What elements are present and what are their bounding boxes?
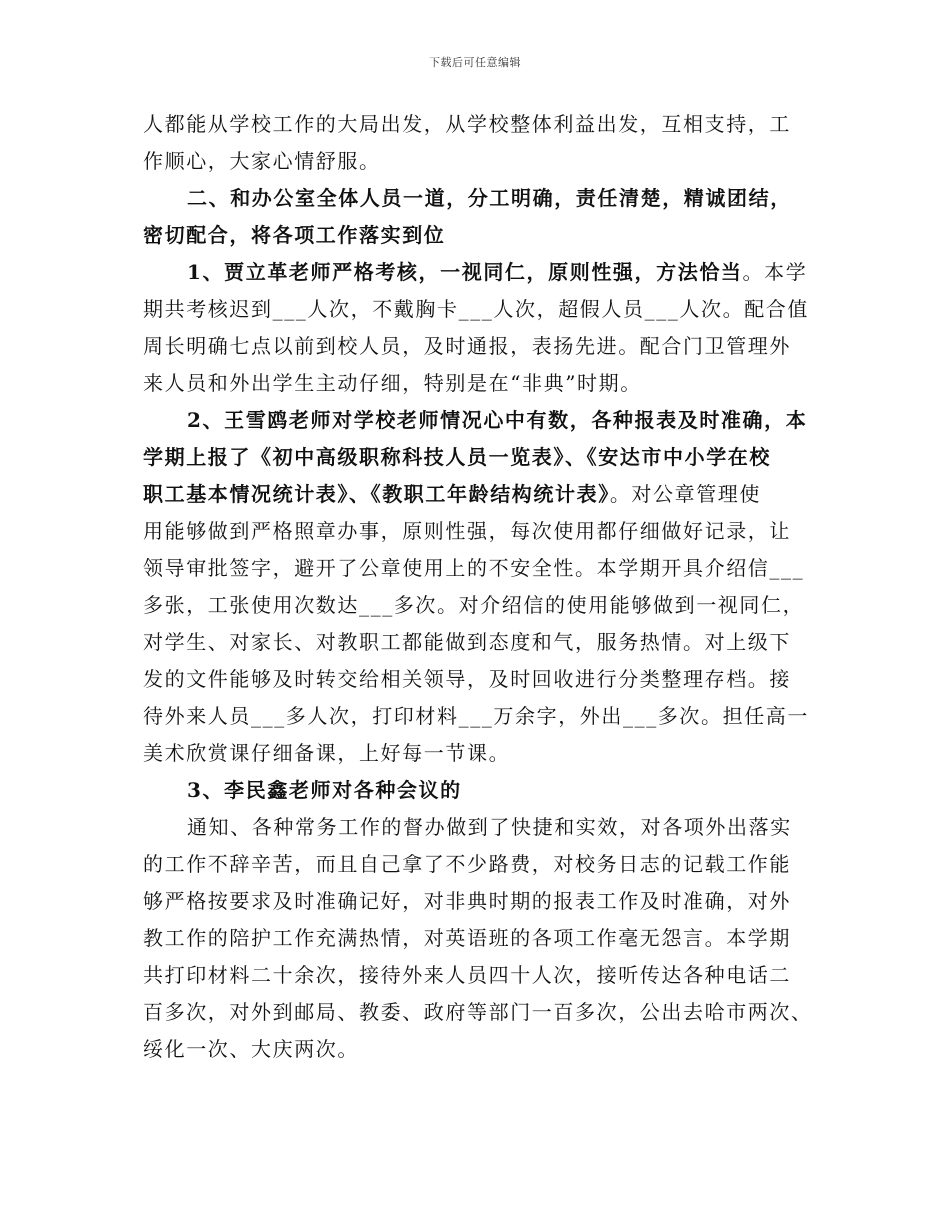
text-run: 期共考核迟到___人次，不戴胸卡___人次，超假人员___人次。配合值 <box>143 297 809 321</box>
text-line <box>143 328 813 365</box>
text-line <box>143 550 813 587</box>
text-line <box>143 772 813 809</box>
page-header: 下载后可任意编辑 <box>429 56 521 69</box>
bold-text-run: 密切配合，将各项工作落实到位 <box>143 223 446 247</box>
text-line <box>143 698 813 735</box>
bold-text-run: 2、王雪鸥老师对学校老师情况心中有数，各种报表及时准确，本 <box>187 408 808 432</box>
text-line <box>143 809 813 846</box>
text-run: 的工作不辞辛苦，而且自己拿了不少路费，对校务日志的记载工作能 <box>143 852 791 876</box>
text-line <box>143 439 813 476</box>
document-body <box>143 106 813 1068</box>
text-line <box>143 217 813 254</box>
bold-text-run: 二、和办公室全体人员一道，分工明确，责任清楚，精诚团结， <box>187 186 792 210</box>
text-run: 够严格按要求及时准确记好，对非典时期的报表工作及时准确，对外 <box>143 889 791 913</box>
bold-text-run: 学期上报了《初中高级职称科技人员一览表》、《安达市中小学在校 <box>143 445 771 469</box>
text-line <box>143 402 813 439</box>
text-line <box>143 106 813 143</box>
text-line <box>143 883 813 920</box>
text-line <box>143 365 813 402</box>
text-line <box>143 624 813 661</box>
text-line <box>143 291 813 328</box>
text-run: 教工作的陪护工作充满热情，对英语班的各项工作毫无怨言。本学期 <box>143 926 791 950</box>
text-run: 绥化一次、大庆两次。 <box>143 1037 359 1061</box>
text-run: 周长明确七点以前到校人员，及时通报，表扬先进。配合门卫管理外 <box>143 334 791 358</box>
text-run: 领导审批签字，避开了公章使用上的不安全性。本学期开具介绍信___ <box>143 556 805 580</box>
text-run: 待外来人员___多人次，打印材料___万余字，外出___多次。担任高一 <box>143 704 809 728</box>
text-line <box>143 846 813 883</box>
text-line <box>143 957 813 994</box>
text-run: 作顺心，大家心情舒服。 <box>143 149 381 173</box>
text-run: 美术欣赏课仔细备课，上好每一节课。 <box>143 741 511 765</box>
text-line <box>143 994 813 1031</box>
text-run: 。对公章管理使 <box>609 482 762 506</box>
text-line <box>143 143 813 180</box>
text-line <box>143 920 813 957</box>
text-line <box>143 180 813 217</box>
text-run: 通知、各种常务工作的督办做到了快捷和实效，对各项外出落实 <box>187 815 792 839</box>
text-line <box>143 735 813 772</box>
bold-text-run: 职工基本情况统计表》、《教职工年龄结构统计表》 <box>143 482 610 506</box>
text-run: 人都能从学校工作的大局出发，从学校整体利益出发，互相支持，工 <box>143 112 791 136</box>
text-run: 发的文件能够及时转交给相关领导，及时回收进行分类整理存档。接 <box>143 667 791 691</box>
text-line <box>143 1031 813 1068</box>
bold-text-run: 3、李民鑫老师对各种会议的 <box>187 778 462 802</box>
bold-text-run: 1、贾立革老师严格考核，一视同仁，原则性强，方法恰当 <box>187 260 743 284</box>
text-line <box>143 661 813 698</box>
text-line <box>143 513 813 550</box>
text-run: 对学生、对家长、对教职工都能做到态度和气，服务热情。对上级下 <box>143 630 791 654</box>
text-run: 用能够做到严格照章办事，原则性强，每次使用都仔细做好记录，让 <box>143 519 791 543</box>
text-run: 共打印材料二十余次，接待外来人员四十人次，接听传达各种电话二 <box>143 963 791 987</box>
text-line <box>143 476 813 513</box>
text-line <box>143 587 813 624</box>
text-line <box>143 254 813 291</box>
text-run: 来人员和外出学生主动仔细，特别是在“非典”时期。 <box>143 371 642 395</box>
text-run: 。本学 <box>742 260 808 284</box>
text-run: 百多次，对外到邮局、教委、政府等部门一百多次，公出去哈市两次、 <box>143 1000 813 1024</box>
text-run: 多张，工张使用次数达___多次。对介绍信的使用能够做到一视同仁， <box>143 593 805 617</box>
